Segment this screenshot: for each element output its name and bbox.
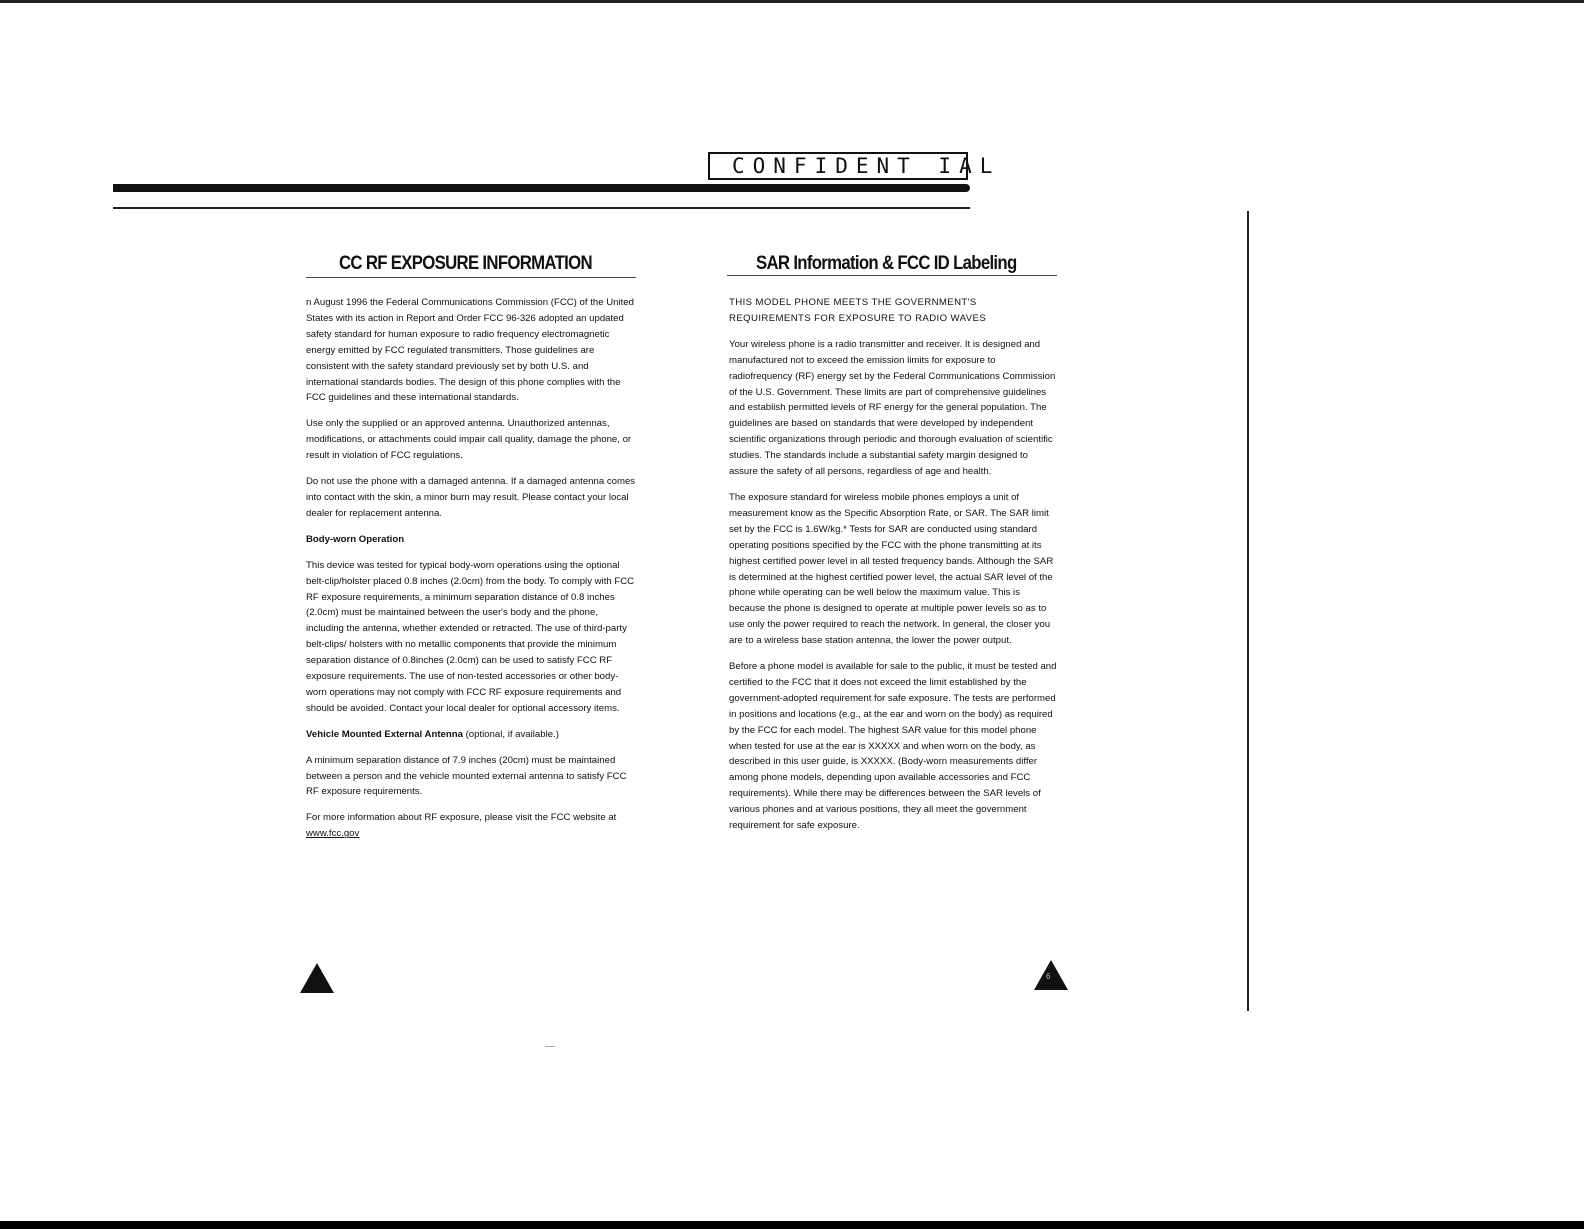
confidential-label: CONFIDENT IAL — [708, 152, 968, 180]
header-rule-thin — [113, 207, 970, 209]
more-info-text: For more information about RF exposure, please visit the FCC website at — [306, 812, 617, 824]
left-paragraph: Use only the supplied or an approved antenna. Unauthorized antennas, modifications, or attachments could impair call quality, damage the phone, or result in violation of FCC regulations. — [306, 418, 632, 462]
right-page-title: SAR Information & FCC ID Labeling — [756, 252, 1017, 274]
warning-triangle-icon — [300, 963, 334, 993]
vehicle-text: A minimum separation distance of 7.9 inches (20cm) must be maintained between a person and the vehicle mounted external antenna to satisfy FCC RF exposure requirements. — [306, 754, 627, 798]
bottom-border — [0, 1221, 1584, 1229]
right-title-underline — [727, 275, 1057, 276]
left-paragraph: Do not use the phone with a damaged antenna. If a damaged antenna comes into contact with the skin, a minor burn may result. Please contact your local dealer for replacement antenna. — [306, 476, 636, 519]
left-title-underline — [306, 277, 636, 278]
right-page-body — [729, 295, 1057, 844]
body-worn-heading: Body-worn Operation — [306, 533, 405, 545]
scan-mark — [545, 1046, 555, 1047]
right-intro: THIS MODEL PHONE MEETS THE GOVERNMENT'S REQUIREMENTS FOR EXPOSURE TO RADIO WAVES — [729, 297, 987, 324]
body-worn-text: This device was tested for typical body-worn operations using the optional belt-clip/holster placed 0.8 inches (2.0cm) from the body. To comply with FCC RF exposure requirements, a minimum separation distance of 0.8 inches (2.0cm) must be maintained between the user's body and the phone, including the antenna, whether extended or retracted. The use of third-party belt-clips/ holsters with no metallic components that provide the minimum separation distance of 0.8inches (2.0cm) can be used to satisfy FCC RF exposure requirements. The use of non-tested accessories or other body-worn operations may not comply with FCC RF exposure requirements and should be avoided. Contact your local dealer for optional accessory items. — [306, 559, 635, 714]
fcc-website-link[interactable]: www.fcc.gov — [306, 828, 360, 840]
vehicle-heading: Vehicle Mounted External Antenna — [306, 728, 463, 740]
left-paragraph: n August 1996 the Federal Communications Commission (FCC) of the United States with its action in Report and Order FCC 96-326 adopted an updated safety standard for human exposure to radio frequency electromagnetic energy emitted by FCC regulated transmitters. Those guidelines are consistent with the safety standard previously set by both U.S. and international standards bodies. The design of this phone complies with the FCC guidelines and these international standards. — [306, 297, 634, 404]
warning-triangle-icon — [1034, 960, 1068, 990]
more-info — [306, 810, 636, 842]
header-rule-thick — [113, 184, 970, 192]
top-border — [0, 0, 1584, 3]
right-paragraph: The exposure standard for wireless mobile phones employs a unit of measurement know as the Specific Absorption Rate, or SAR. The SAR limit set by the FCC is 1.6W/kg.* Tests for SAR are conducted using standard operating positions specified by the FCC with the phone transmitting at its highest certified power level in all tested frequency bands. Although the SAR is determined at the highest certified power level, the actual SAR level of the phone while operating can be well below the maximum value. This is because the phone is designed to operate at multiple power levels so as to use only the power required to reach the network. In general, the closer you are to a wireless base station antenna, the lower the power output. — [729, 491, 1054, 647]
page-number: 6 — [1046, 972, 1051, 981]
left-page-title: CC RF EXPOSURE INFORMATION — [339, 252, 592, 274]
right-paragraph: Your wireless phone is a radio transmitter and receiver. It is designed and manufactured not to exceed the emission limits for exposure to radiofrequency (RF) energy set by the Federal Communications Commission of the U.S. Government. These limits are part of comprehensive guidelines and establish permitted levels of RF energy for the general population. The guidelines are based on standards that were developed by independent scientific organizations through periodic and thorough evaluation of scientific studies. The standards include a substantial safety margin designed to assure the safety of all persons, regardless of age and health. — [729, 338, 1056, 478]
page-edge-line — [1247, 211, 1249, 1011]
vehicle-note: (optional, if available.) — [465, 728, 559, 740]
left-page-body — [306, 295, 636, 852]
right-paragraph: Before a phone model is available for sale to the public, it must be tested and certified to the FCC that it does not exceed the limit established by the government-adopted requirement for safe exposure. The tests are performed in positions and locations (e.g., at the ear and worn on the body) as required by the FCC for each model. The highest SAR value for this model phone when tested for use at the ear is XXXXX and when worn on the body, as described in this user guide, is XXXXX. (Body-worn measurements differ among phone models, depending upon available accessories and FCC requirements). While there may be differences between the SAR levels of various phones and at various positions, they all meet the government requirement for safe exposure. — [729, 661, 1057, 832]
vehicle-section-heading — [306, 727, 636, 743]
